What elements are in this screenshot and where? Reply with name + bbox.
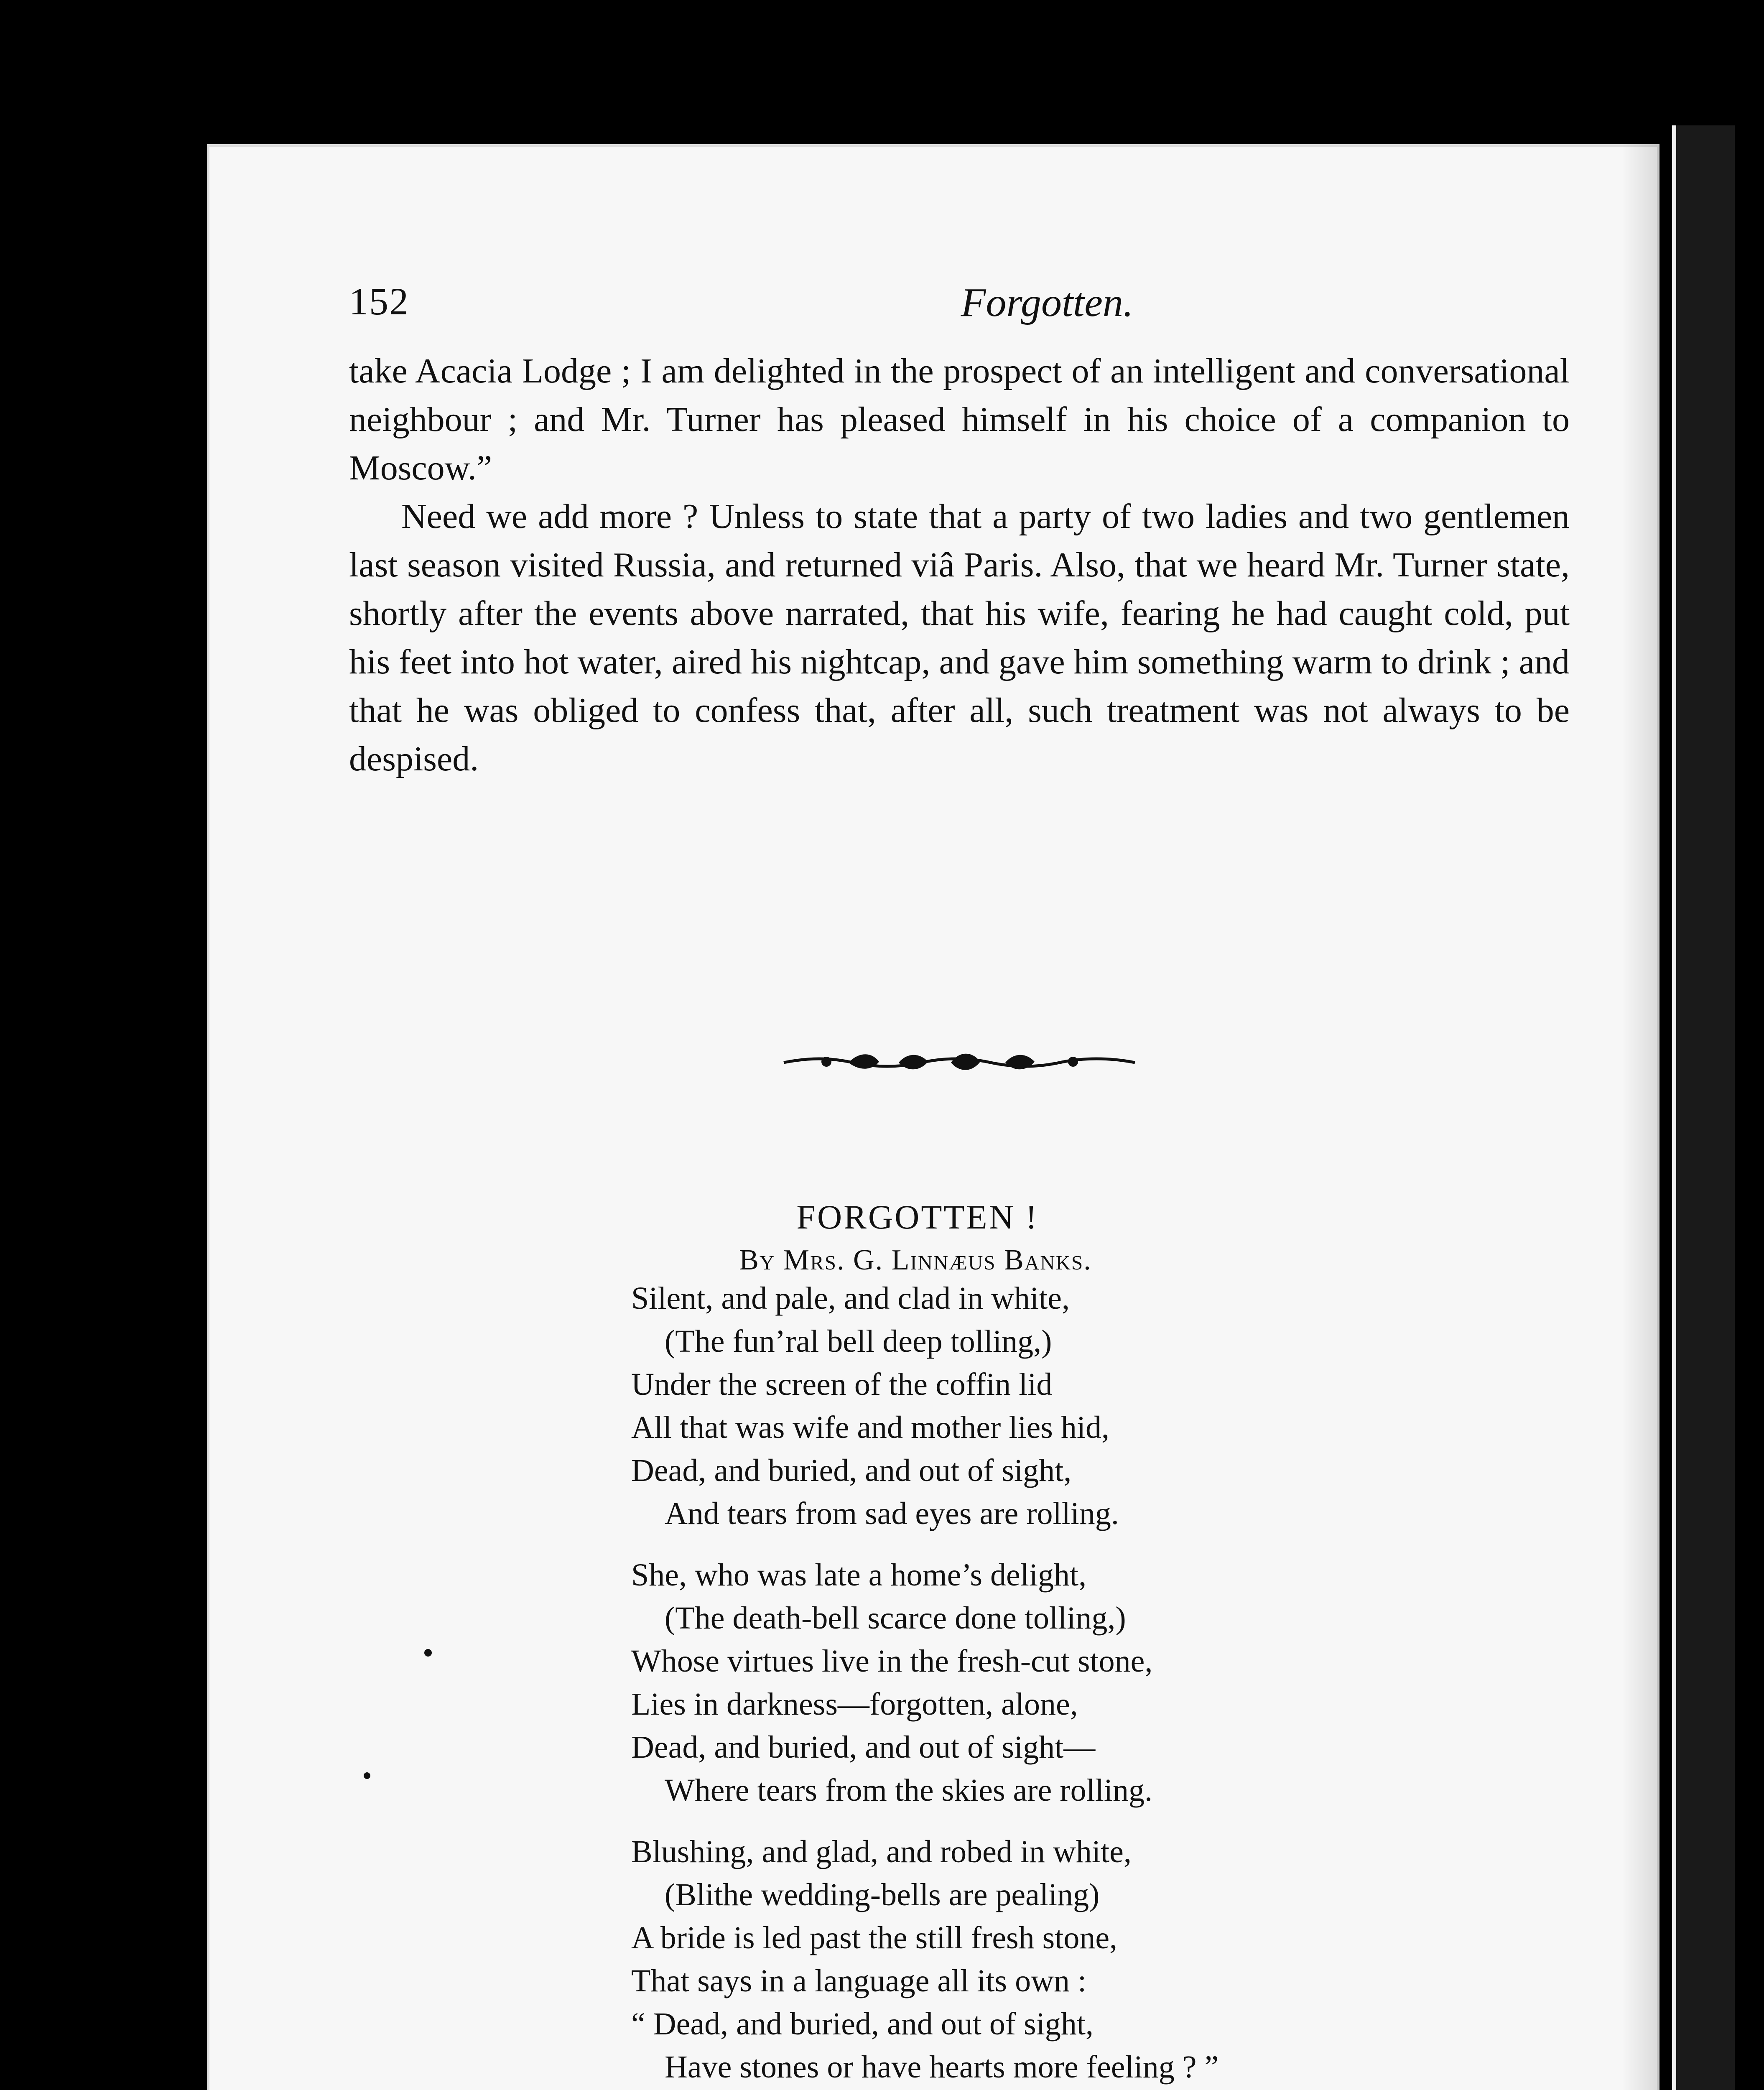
poem-line: And tears from sad eyes are rolling. [665,1496,1119,1531]
poem-line: Under the screen of the coffin lid [631,1367,1053,1402]
poem-title: FORGOTTEN ! [796,1198,1039,1236]
scan-speck [364,1772,370,1779]
stanza-3 [631,1830,1409,2089]
scan-speck [424,1649,432,1657]
prose-paragraph-2: Need we add more ? Unless to state that a party of two ladies and two gentlemen last season visited Russia, and returned viâ Paris. Also, that we heard Mr. Turner state, shortly after the events above narrated, that his wife, fearing he had caught cold, put his feet into hot water, aired his nightcap, and gave him something warm to drink ; and that he was obliged to confess that, after all, such treatment was not always to be despised. [349,497,1570,778]
poem-line: She, who was late a home’s delight, [631,1557,1087,1593]
poem-body [631,1277,1409,2090]
poem-line: (The fun’ral bell deep tolling,) [665,1324,1052,1359]
prose-section [349,347,1570,783]
poem-line: A bride is led past the still fresh stone, [631,1920,1118,1955]
poem-line: All that was wife and mother lies hid, [631,1410,1109,1445]
poem-line: “ Dead, and buried, and out of sight, [631,2006,1094,2042]
book-page [207,144,1659,2090]
poem-line: That says in a language all its own : [631,1963,1087,1998]
stanza-2 [631,1554,1409,1812]
prose-paragraph-1: take Acacia Lodge ; I am delighted in the prospect of an intelligent and conversational neighbour ; and Mr. Turner has pleased himself in his choice of a companion to Moscow.” [349,352,1570,487]
poem-line: Blushing, and glad, and robed in white, [631,1834,1132,1869]
poem-byline: By Mrs. G. Linnæus Banks. [739,1244,1092,1276]
adjacent-page-edge [1672,125,1735,2090]
poem-line: Where tears from the skies are rolling. [665,1773,1152,1808]
page-number: 152 [349,280,409,323]
running-head: Forgotten. [961,280,1134,325]
poem-line: Dead, and buried, and out of sight— [631,1730,1096,1765]
poem-line: Have stones or have hearts more feeling ? ” [665,2049,1219,2085]
stanza-1 [631,1277,1409,1535]
poem-line: Lies in darkness—forgotten, alone, [631,1687,1078,1722]
decorative-divider-icon [780,1045,1139,1078]
poem-line: Silent, and pale, and clad in white, [631,1281,1070,1316]
page-header [349,282,1570,332]
poem-line: Dead, and buried, and out of sight, [631,1453,1072,1488]
poem-line: (Blithe wedding-bells are pealing) [665,1877,1100,1912]
poem-line: (The death-bell scarce done tolling,) [665,1601,1126,1636]
poem-line: Whose virtues live in the fresh-cut stone, [631,1644,1153,1679]
